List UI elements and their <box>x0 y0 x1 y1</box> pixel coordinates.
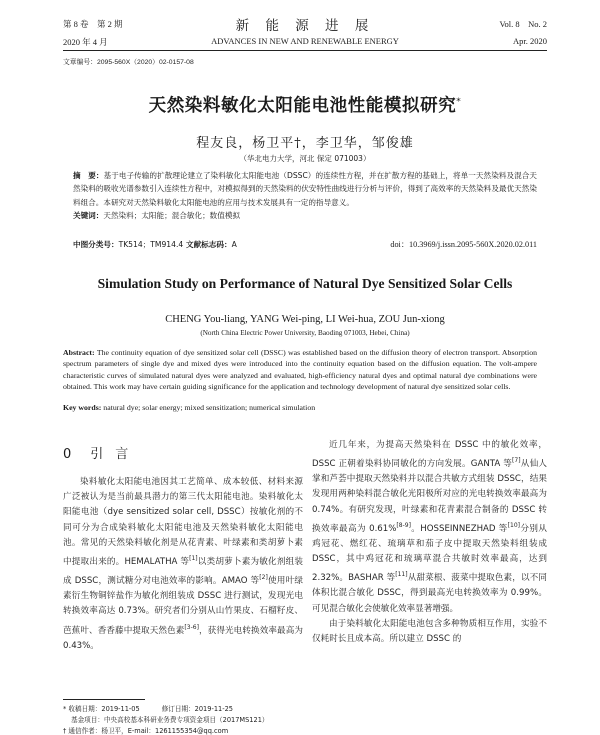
p2-text-d: 分别从鸡冠花、燃红花、琉璃草和茄子皮中提取天然染料组装成 DSSC，其中鸡冠花和琉璃草混合共敏时效率最高，达到 2.32%。BASHAR 等 <box>312 523 547 584</box>
doc-code-value: A <box>231 240 237 249</box>
doi[interactable] <box>390 239 537 250</box>
abstract-en-text: The continuity equation of dye sensitized solar cell (DSSC) was established based on the diffusion theory of electron transport. Absorption spectrum parameters of single dye and mixed dyes were introduced into the continuity equation based on the diffusion equation. The volt-ampere characteristic curves of simulated natural dyes were analyzed and evaluated, high-efficiency natural dyes and optimal natural dye combinations were obtained. This work may have certain guiding significance for the application and technology development of natural dye sensitized solar cells. <box>63 348 537 391</box>
citation-ref[interactable]: [11] <box>395 571 408 579</box>
citation-ref[interactable]: [2] <box>259 574 268 582</box>
document-code <box>186 239 237 250</box>
clc-value: TK514；TM914.4 <box>118 240 184 249</box>
journal-name-en: ADVANCES IN NEW AND RENEWABLE ENERGY <box>211 36 399 46</box>
clc-number <box>73 239 183 250</box>
footnote-rule <box>63 699 145 700</box>
title-en: Simulation Study on Performance of Natural Dye Sensitized Solar Cells <box>97 276 513 291</box>
authors-en: CHENG You-liang, YANG Wei-ping, LI Wei-hua, ZOU Jun-xiong <box>165 314 445 325</box>
intro-paragraph-2 <box>312 438 547 617</box>
citation-ref[interactable]: [1] <box>189 555 198 563</box>
p2-text-a: 近几年来，为提高天然染料在 DSSC 中的敏化效率，DSSC 正朝着染料协同敏化的方向发展。GANTA 等 <box>312 440 547 470</box>
title-cn-text: 天然染料敏化太阳能电池性能模拟研究 <box>148 96 457 116</box>
abstract-en <box>63 347 537 392</box>
doi-label: doi： <box>390 240 410 249</box>
date-en: Apr. 2020 <box>513 36 547 46</box>
date-cn: 2020 年 4 月 <box>63 37 108 47</box>
received-date: 2019-11-05 <box>101 705 140 713</box>
revised-date: 2019-11-25 <box>194 705 233 713</box>
corresponding-label: † 通信作者： <box>63 727 102 735</box>
fund-text: 中央高校基本科研业务费专项资金项目（2017MS121） <box>103 716 269 724</box>
received-label: * 收稿日期： <box>63 705 102 713</box>
keywords-en-text: natural dye; solar energy; mixed sensitization; numerical simulation <box>103 403 316 412</box>
citation-ref[interactable]: [3-6] <box>184 623 199 631</box>
volume-issue-cn: 第 8 卷 第 2 期 <box>63 19 123 29</box>
abstract-cn-text: 基于电子传输的扩散理论建立了染料敏化太阳能电池（DSSC）的连续性方程，并在扩散方程的基础上，将单一天然染料及混合天然染料的吸收光谱参数引入连续性方程中，对模拟得到的天然染料的伏安特性曲线进行分析与评价，得到了高效率的天然染料及最优天然染料组合。本研究对天然染料敏化太阳能电池的应用与技术发展具有一定的指导意义。 <box>73 171 537 207</box>
article-number: 文章编号：2095-560X（2020）02-0157-08 <box>63 59 194 66</box>
abstract-cn <box>73 169 537 223</box>
journal-name-cn: 新 能 源 进 展 <box>235 18 375 34</box>
p2-text-c: 。HOSSEINNEZHAD 等 <box>410 523 508 534</box>
keywords-en-label: Key words: <box>63 403 102 412</box>
abstract-cn-label: 摘 要： <box>73 171 104 180</box>
keywords-en <box>63 403 537 412</box>
p1-text-b: 以类胡萝卜素为敏化剂组装成 DSSC，测试糖分对电池效率的影响。AMAO 等 <box>63 556 303 586</box>
citation-ref[interactable]: [8-9] <box>396 521 411 529</box>
title-cn-footnote-mark: * <box>456 97 462 108</box>
intro-left-column <box>63 475 303 654</box>
p1-text-d: ，获得光电转换效率最高为 0.43%。 <box>63 625 303 651</box>
doc-code-label: 文献标志码： <box>186 240 232 249</box>
running-header <box>63 14 547 50</box>
section-title: 引言 <box>90 447 141 462</box>
citation-ref[interactable]: [7] <box>512 457 521 465</box>
classification-row <box>73 239 537 251</box>
affiliation-cn: （华北电力大学，河北 保定 071003） <box>239 154 371 163</box>
p2-text-b: 从仙人掌和芦荟中提取天然染料并以混合共敏方式组装 DSSC，结果发现用两种染料混合敏化光阳极所对应的光电转换效率最高为 0.74%。有研究发现，叶绿素和花青素混合制备的 DSSC 转换效率最高为 0.61% <box>312 459 547 534</box>
section-heading <box>63 443 140 462</box>
corresponding-text[interactable]: 杨卫平，E-mail：1261155354@qq.com <box>101 727 229 735</box>
keywords-cn-text: 天然染料；太阳能；混合敏化；数值模拟 <box>103 211 241 221</box>
intro-paragraph-3: 由于染料敏化太阳能电池包含多种物质相互作用，实验不仅耗时长且成本高。所以建立 DSSC 的 <box>312 618 547 645</box>
footnote-corresponding <box>63 725 228 735</box>
doi-value: 10.3969/j.issn.2095-560X.2020.02.011 <box>409 240 537 249</box>
volume-issue-en: Vol. 8 No. 2 <box>499 19 547 29</box>
header-rule <box>63 50 547 51</box>
intro-right-column <box>312 438 547 647</box>
affiliation-en: (North China Electric Power University, Baoding 071003, Hebei, China) <box>200 329 410 337</box>
revised-label: 修订日期： <box>161 705 195 713</box>
title-cn <box>63 92 547 117</box>
footnote-dates <box>63 703 233 713</box>
keywords-cn-label: 关键词： <box>73 211 104 221</box>
authors-cn: 程友良，杨卫平†，李卫华，邹俊雄 <box>196 136 414 151</box>
abstract-en-label: Abstract: <box>63 348 95 357</box>
footnote-fund <box>63 714 269 724</box>
clc-label: 中图分类号： <box>73 240 119 249</box>
fund-label: 基金项目： <box>71 716 104 724</box>
p1-text-c: 使用叶绿素衍生物铜锌盐作为敏化剂组装成 DSSC 进行测试，发现光电转换效率高达 0.73%。研究者们分别从山竹果皮、石榴籽皮、芭蕉叶、香香藤中提取天然色素 <box>63 575 303 636</box>
p2-text-e: 从甜菜根、菠菜中提取色素，以不同体积比混合敏化 DSSC，得到最高光电转换效率为 0.99%。可见混合敏化会使敏化效率显著增强。 <box>312 573 547 614</box>
section-number: 0 <box>63 447 75 462</box>
p1-text-a: 染料敏化太阳能电池因其工艺简单、成本较低、材料来源广泛被认为是当前最具潜力的第三代太阳能电池。染料敏化太阳能电池（dye sensitized solar cell, DSSC）按敏化剂的不同可分为合成染料敏化太阳能电池及天然染料敏化太阳能电池。常见的天然染料敏化剂是从花青素、叶绿素和类胡萝卜素中提取出来的。HEMALATHA 等 <box>63 477 303 567</box>
citation-ref[interactable]: [10] <box>507 521 520 529</box>
intro-paragraph-1 <box>63 475 303 654</box>
